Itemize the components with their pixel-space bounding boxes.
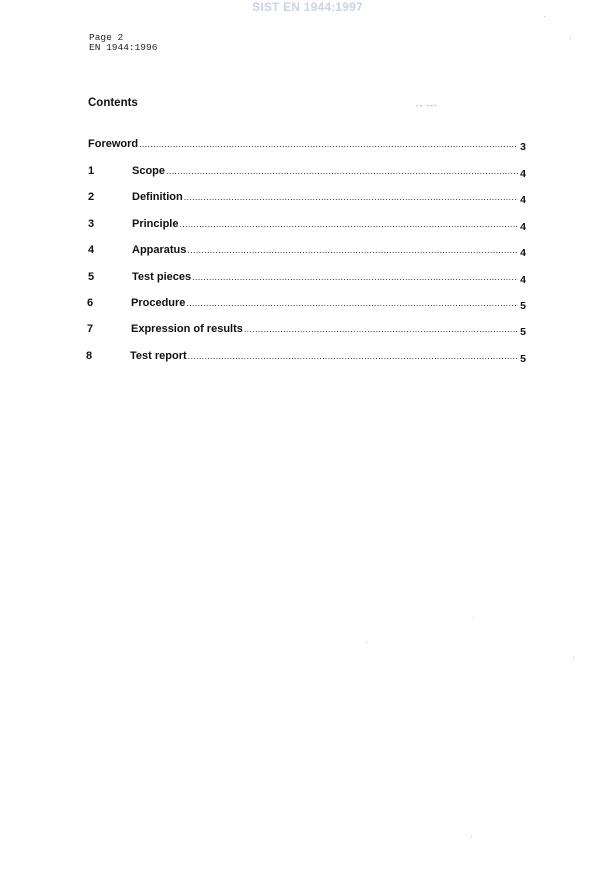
scan-speck [544, 16, 545, 17]
toc-entry-foreword[interactable] [88, 138, 526, 153]
toc-leader-dots [179, 219, 518, 229]
toc-entry-title: Apparatus [132, 244, 187, 256]
toc-leader-dots [244, 324, 518, 334]
watermark-text: SIST EN 1944:1997 [252, 0, 363, 14]
toc-entry-title: Expression of results [131, 323, 243, 335]
toc-entry-number: 5 [88, 271, 95, 283]
toc-leader-dots [192, 272, 518, 282]
toc-entry-test-report[interactable] [86, 350, 526, 365]
toc-entry-number: 4 [88, 244, 95, 256]
toc-entry-title: Procedure [131, 297, 186, 309]
toc-entry-page: 4 [520, 274, 526, 286]
toc-entry-definition[interactable] [88, 191, 526, 206]
stray-mark: -- --- [416, 101, 438, 110]
toc-entry-page: 4 [520, 247, 526, 259]
toc-entry-title: Test pieces [132, 271, 192, 283]
toc-entry-page: 3 [520, 141, 526, 153]
toc-entry-number: 8 [86, 350, 93, 362]
toc-entry-title: Principle [132, 218, 179, 230]
toc-entry-test-pieces[interactable] [88, 271, 526, 286]
toc-entry-number: 3 [88, 218, 95, 230]
toc-leader-dots [184, 192, 518, 202]
scan-speck [473, 617, 474, 618]
toc-entry-number: 1 [88, 165, 95, 177]
page-number-line: Page 2 [89, 32, 124, 43]
toc-entry-page: 4 [520, 221, 526, 233]
scan-speck [570, 38, 571, 39]
contents-heading: Contents [88, 97, 138, 109]
toc-entry-page: 4 [520, 194, 526, 206]
toc-entry-page: 4 [520, 168, 526, 180]
toc-entry-title: Test report [130, 350, 187, 362]
toc-entry-page: 5 [520, 353, 526, 365]
toc-leader-dots [186, 298, 518, 308]
page-header [89, 33, 157, 53]
toc-leader-dots [139, 139, 518, 149]
toc-entry-number: 6 [87, 297, 94, 309]
toc-leader-dots [188, 351, 519, 361]
toc-entry-number: 7 [87, 323, 94, 335]
toc-leader-dots [187, 245, 518, 255]
toc-entry-title: Foreword [88, 138, 139, 150]
scan-speck [471, 836, 472, 837]
toc-entry-title: Definition [132, 191, 183, 203]
toc-entry-expression-of-results[interactable] [87, 323, 526, 338]
toc-leader-dots [166, 166, 518, 176]
toc-entry-page: 5 [520, 300, 526, 312]
toc-entry-scope[interactable] [88, 165, 526, 180]
toc-entry-apparatus[interactable] [88, 244, 526, 259]
scan-speck [573, 657, 574, 658]
toc-entry-title: Scope [132, 165, 166, 177]
toc-entry-principle[interactable] [88, 218, 526, 233]
toc-entry-procedure[interactable] [87, 297, 526, 312]
toc-entry-number: 2 [88, 191, 95, 203]
document-id-line: EN 1944:1996 [89, 42, 158, 53]
scan-speck [366, 642, 367, 643]
toc-entry-page: 5 [520, 326, 526, 338]
